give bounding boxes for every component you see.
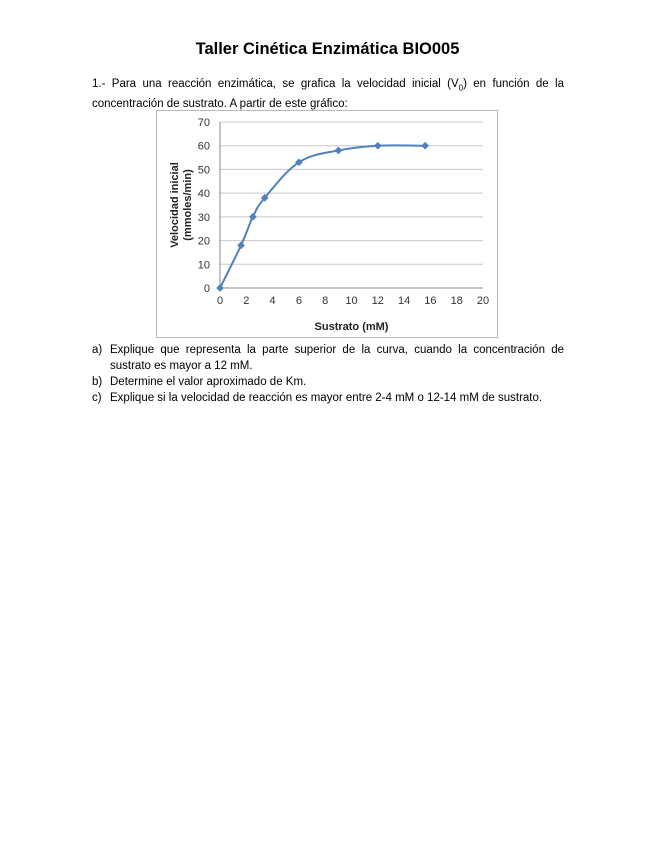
question-letter: b) (92, 376, 103, 388)
x-tick-label: 10 (345, 295, 358, 307)
y-tick-label: 0 (203, 283, 210, 295)
question-letter: c) (92, 392, 102, 404)
x-tick-label: 20 (476, 295, 490, 307)
question-item-a (92, 342, 564, 374)
y-tick-label: 40 (197, 188, 210, 201)
x-tick-label: 2 (243, 295, 250, 307)
y-axis-title: Velocidad inicial (169, 162, 181, 248)
y-tick-label: 50 (197, 164, 210, 177)
intro-subscript: 0 (458, 83, 464, 93)
data-point (335, 147, 342, 154)
x-tick-label: 18 (450, 295, 463, 307)
saturation-chart (156, 110, 498, 338)
x-tick-label: 6 (295, 295, 302, 307)
x-tick-label: 12 (371, 295, 384, 307)
question-list (92, 342, 564, 406)
y-tick-label: 20 (197, 235, 210, 248)
intro-text-end: ) en función de la concentración de sustrato. A partir de este gráfico: (92, 78, 564, 111)
y-tick-label: 10 (197, 259, 210, 272)
x-tick-label: 16 (424, 295, 437, 307)
data-point (422, 142, 429, 149)
question-text: Explique si la velocidad de reacción es mayor entre 2-4 mM o 12-14 mM de sustrato. (110, 392, 543, 404)
page-title: Taller Cinética Enzimática BIO005 (195, 40, 460, 58)
x-tick-label: 0 (216, 295, 224, 307)
question-item-c (92, 390, 564, 406)
y-tick-label: 70 (197, 117, 210, 129)
x-axis-title: Sustrato (mM) (314, 321, 389, 333)
data-point (374, 142, 381, 149)
question-1-intro (92, 76, 564, 112)
x-tick-label: 4 (269, 295, 276, 307)
question-item-b (92, 374, 564, 390)
x-tick-label: 8 (322, 295, 329, 307)
intro-text-start: 1.- Para una reacción enzimática, se grafica la velocidad inicial (V (92, 78, 459, 90)
data-point (237, 242, 244, 249)
y-tick-label: 60 (197, 140, 210, 153)
x-tick-label: 14 (397, 295, 411, 307)
question-text: Explique que representa la parte superior de la curva, cuando la concentración de sustrato es mayor a 12 mM. (110, 344, 564, 372)
y-axis-title-units: (mmoles/min) (182, 169, 194, 241)
y-tick-label: 30 (197, 211, 210, 224)
question-letter: a) (92, 344, 103, 356)
data-point (249, 213, 256, 220)
data-point (216, 284, 223, 291)
question-text: Determine el valor aproximado de Km. (110, 376, 307, 388)
